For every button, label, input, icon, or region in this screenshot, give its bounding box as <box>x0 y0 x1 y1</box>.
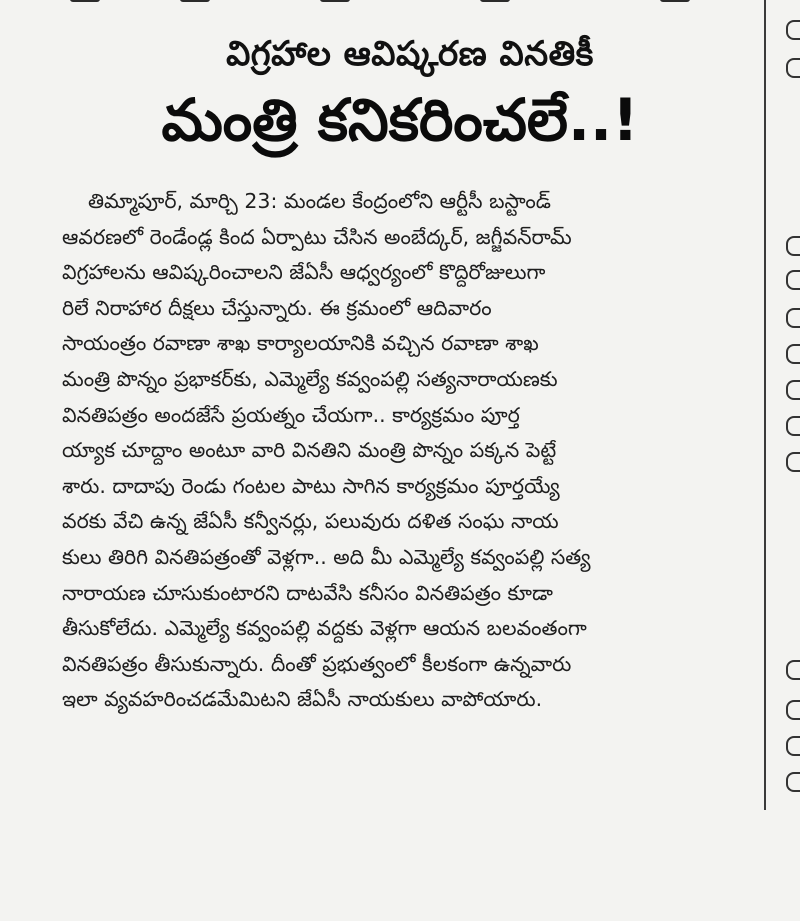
cropped-glyph <box>786 772 800 792</box>
cropped-glyph <box>786 308 800 328</box>
cropped-glyph <box>786 660 800 680</box>
article-line: రిలే నిరాహార దీక్షలు చేస్తున్నారు. ఈ క్రమంలో ఆదివారం <box>62 295 492 320</box>
article-line: తీసుకోలేదు. ఎమ్మెల్యే కవ్వంపల్లి వద్దకు వెళ్లగా ఆయన బలవంతంగా <box>62 616 587 641</box>
cropped-glyph <box>786 736 800 756</box>
article-line: మంత్రి పొన్నం ప్రభాకర్‌కు, ఎమ్మెల్యే కవ్వంపల్లి సత్యనారాయణకు <box>62 366 558 391</box>
cropped-glyph <box>320 0 350 2</box>
article-line: కులు తిరిగి వినతిపత్రంతో వెళ్లగా.. అది మీ ఎమ్మెల్యే కవ్వంపల్లి సత్య <box>62 544 591 569</box>
article-line: ఇలా వ్యవహరించడమేమిటని జేఏసీ నాయకులు వాపోయారు. <box>62 687 543 712</box>
article-line: సాయంత్రం రవాణా శాఖ కార్యాలయానికి వచ్చిన రవాణా శాఖ <box>62 331 539 356</box>
article-line: నారాయణ చూసుకుంటారని దాటవేసి కనీసం వినతిపత్రం కూడా <box>62 580 553 605</box>
article-line: ఆవరణలో రెండేండ్ల కింద ఏర్పాటు చేసిన అంబేద్కర్, జగ్జీవన్‌రామ్ <box>62 224 572 249</box>
cropped-glyph <box>180 0 210 2</box>
top-cropped-text <box>60 0 760 10</box>
cropped-glyph <box>660 0 690 2</box>
cropped-glyph <box>786 380 800 400</box>
article-line: వినతిపత్రం అందజేసే ప్రయత్నం చేయగా.. కార్యక్రమం పూర్త <box>62 402 520 427</box>
cropped-glyph <box>786 58 800 78</box>
cropped-glyph <box>786 20 800 40</box>
article-headline: మంత్రి కనికరించలే..! <box>161 86 639 154</box>
article-line: తిమ్మాపూర్, మార్చి 23: మండల కేంద్రంలోని ఆర్టీసీ బస్టాండ్ <box>88 189 551 213</box>
article-line: వినతిపత్రం తీసుకున్నారు. దీంతో ప్రభుత్వంలో కీలకంగా ఉన్నవారు <box>62 651 572 676</box>
cropped-glyph <box>786 452 800 472</box>
article-line: శారు. దాదాపు రెండు గంటల పాటు సాగిన కార్యక్రమం పూర్తయ్యే <box>62 473 560 498</box>
cropped-glyph <box>786 700 800 720</box>
column-divider <box>764 0 766 810</box>
article-line: విగ్రహాలను ఆవిష్కరించాలని జేఏసీ ఆధ్వర్యంలో కొద్దిరోజులుగా <box>62 260 546 285</box>
cropped-glyph <box>70 0 100 2</box>
article-body <box>62 184 734 718</box>
cropped-glyph <box>786 236 800 256</box>
article-kicker: విగ్రహాల ఆవిష్కరణ వినతికీ <box>226 34 594 74</box>
cropped-glyph <box>786 270 800 290</box>
cropped-glyph <box>786 416 800 436</box>
article-line: వరకు వేచి ఉన్న జేఏసీ కన్వీనర్లు, పలువురు దళిత సంఘ నాయ <box>62 509 559 534</box>
article-line: య్యాక చూద్దాం అంటూ వారి వినతిని మంత్రి పొన్నం పక్కన పెట్టే <box>62 438 557 463</box>
cropped-glyph <box>786 344 800 364</box>
adjacent-column-cropped-text <box>776 0 800 921</box>
cropped-glyph <box>480 0 510 2</box>
